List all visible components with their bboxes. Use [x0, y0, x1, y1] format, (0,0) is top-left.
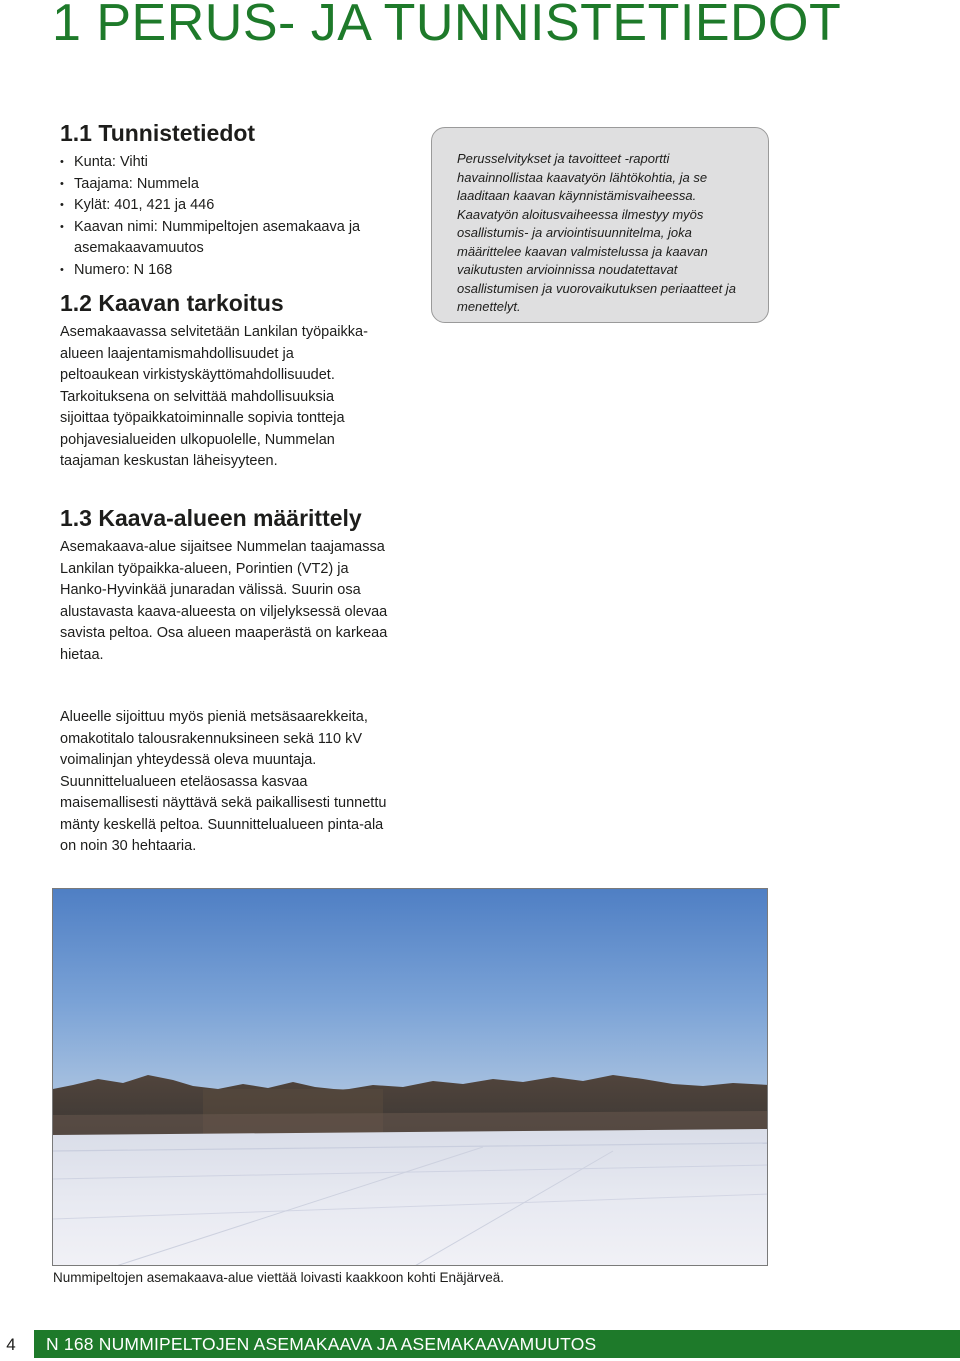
- footer-bar: [34, 1330, 960, 1358]
- snowy-field-photo: [52, 888, 768, 1266]
- list-item: • Kunta: Vihti: [60, 152, 390, 174]
- list-item: • Kaavan nimi: Nummipeltojen asemakaava ja asemakaavamuutos: [60, 217, 390, 260]
- page-title: 1 PERUS- JA TUNNISTETIEDOT: [52, 0, 842, 52]
- area-paragraph-2: Alueelle sijoittuu myös pieniä metsäsaarekkeita, omakotitalo talousrakennuksineen sekä 110 kV voimalinjan yhteydessä oleva muuntaja. Suunnittelualueen eteläosassa kasvaa maisemallisesti näyttävä sekä paikallisesti tunnettu mänty keskellä peltoa. Suunnittelualueen pinta-ala on noin 30 hehtaaria.: [60, 709, 387, 854]
- list-item: • Kylät: 401, 421 ja 446: [60, 195, 390, 217]
- landscape-illustration: [53, 889, 768, 1266]
- photo-caption: Nummipeltojen asemakaava-alue viettää loivasti kaakkoon kohti Enäjärveä.: [53, 1270, 504, 1285]
- identification-list: [60, 152, 390, 281]
- section-heading-tunnistetiedot: 1.1 Tunnistetiedot: [60, 120, 256, 146]
- list-item: • Taajama: Nummela: [60, 174, 390, 196]
- info-note-box: [431, 127, 769, 323]
- info-note-text: Perusselvitykset ja tavoitteet -raportti havainnollistaa kaavatyön lähtökohtia, ja se laaditaan kaavan käynnistämisvaiheessa. Kaavatyön aloitusvaiheessa ilmestyy myös osallistumis- ja arviointisuunnitelma, joka määrittelee kaavan valmistelussa ja kaavan vaikutusten arvioinnissa noudatettavat osallistumisen ja vuorovaikutuksen periaatteet ja menettelyt.: [457, 151, 736, 314]
- section-heading-kaavan-tarkoitus: 1.2 Kaavan tarkoitus: [60, 290, 284, 316]
- area-paragraph-1: Asemakaava-alue sijaitsee Nummelan taajamassa Lankilan työpaikka-alueen, Porintien (VT2) ja Hanko-Hyvinkää junaradan välissä. Suurin osa alustavasta kaava-alueesta on viljelyksessä olevaa savista peltoa. Osa alueen maaperästä on karkeaa hietaa.: [60, 539, 388, 663]
- page-number: 4: [6, 1335, 16, 1354]
- section-heading-kaava-alueen-maarittely: 1.3 Kaava-alueen määrittely: [60, 505, 362, 531]
- list-item: • Numero: N 168: [60, 260, 390, 282]
- footer-title: N 168 NUMMIPELTOJEN ASEMAKAAVA JA ASEMAKAAVAMUUTOS: [46, 1334, 597, 1354]
- purpose-paragraph: Asemakaavassa selvitetään Lankilan työpaikka-alueen laajentamismahdollisuudet ja peltoaukean virkistyskäyttömahdollisuudet. Tarkoituksena on selvittää mahdollisuuksia sijoittaa työpaikkatoiminnalle sopivia tontteja pohjavesialueiden ulkopuolelle, Nummelan taajaman keskustan läheisyyteen.: [60, 324, 368, 469]
